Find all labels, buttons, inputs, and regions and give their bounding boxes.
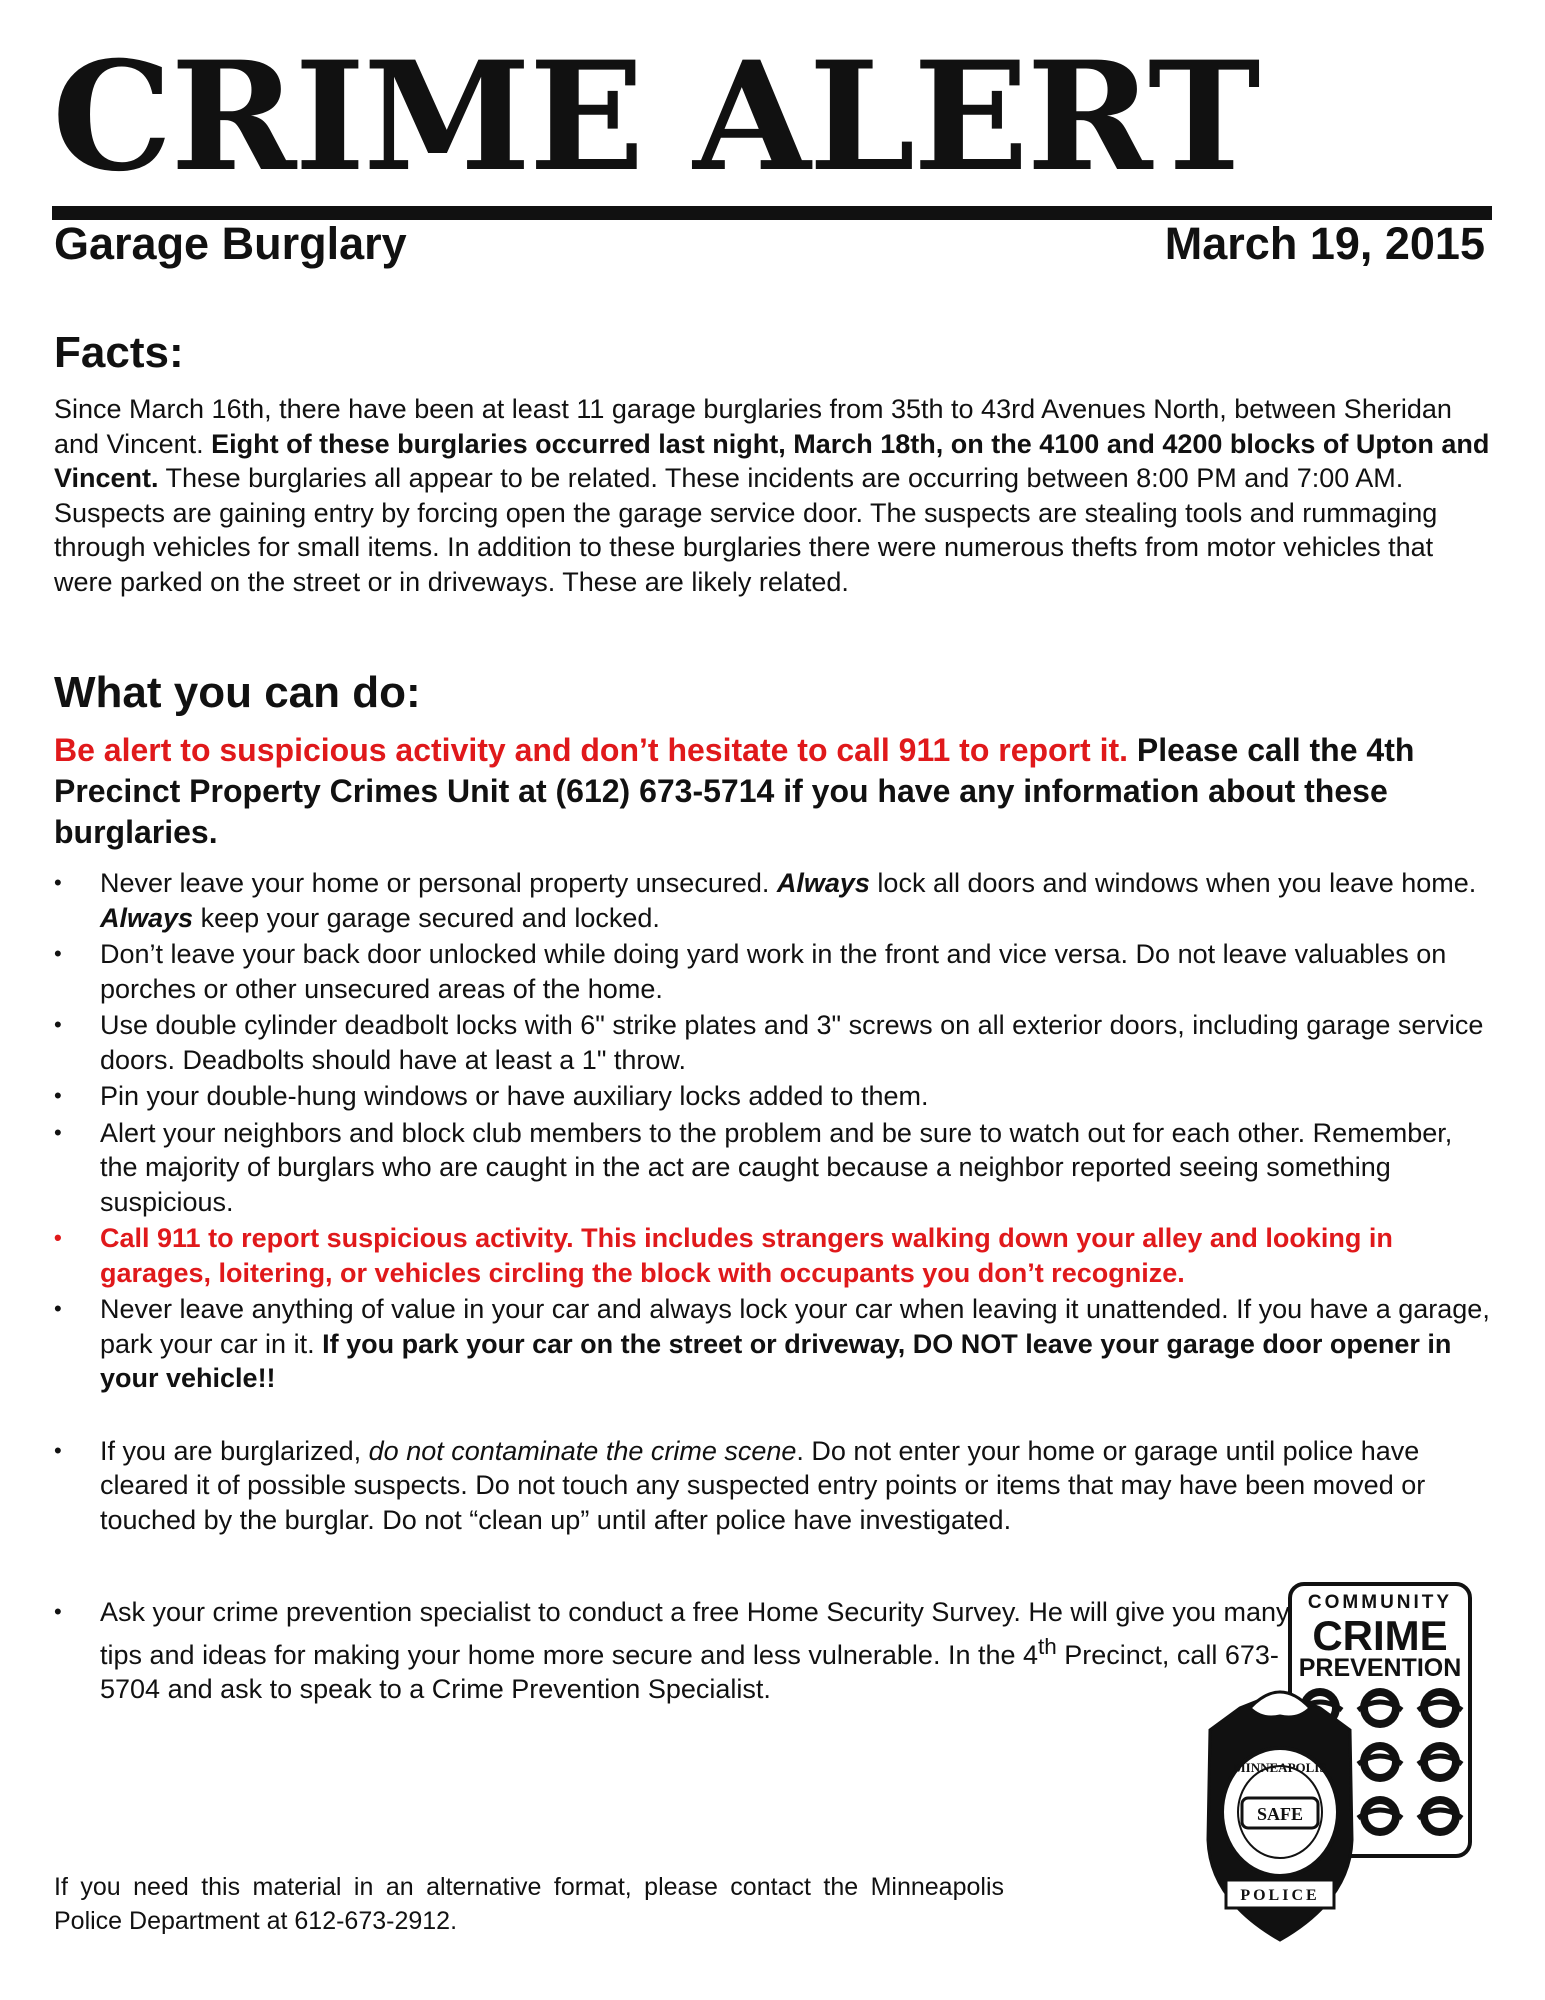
tip-text: Never leave your home or personal property unsecured. (100, 868, 777, 898)
facts-text-1: Since March 16th, there have been at least 11 garage burglaries from 35th to 43rd Avenues North, between Sheridan and Vincent. (54, 394, 1452, 459)
facts-text-bold: Eight of these burglaries occurred last night, March 18th, on the 4100 and 4200 blocks of Upton and Vincent. (54, 428, 1490, 493)
badge-text-bottom: POLICE (1240, 1887, 1320, 1904)
page-title: CRIME ALERT (52, 29, 1259, 205)
list-item: • Don’t leave your back door unlocked while doing yard work in the front and vice versa. Do not leave valuables on porches or other unsecured areas of the home. (54, 937, 1494, 1006)
tip-text: . Do not enter your home or garage until police have cleared it of possible suspects. Do not touch any suspected entry points or items that may have been moved or touched by the burglar. Do not “clean up” until after police have investigated. (100, 1435, 1426, 1535)
list-item (54, 1434, 1494, 1538)
badge-text-mid: SAFE (1256, 1804, 1304, 1824)
spacer (54, 1398, 1494, 1434)
list-item (54, 866, 1494, 935)
facts-heading: Facts: (54, 328, 184, 377)
list-item: • Pin your double-hung windows or have auxiliary locks added to them. (54, 1079, 1494, 1114)
tip-emphasis: If you park your car on the street or driveway, DO NOT leave your garage door opener in your vehicle!! (100, 1328, 1452, 1393)
call-to-action-red: Be alert to suspicious activity and don’t hesitate to call 911 to report it. (54, 732, 1129, 768)
accessibility-note: If you need this material in an alternative format, please contact the Minneapolis Police Department at 612-673-2912. (54, 1873, 1004, 1935)
community-crime-prevention-logo (1180, 1580, 1480, 1950)
tip-text: Precinct, call 673-5704 and ask to speak to a Crime Prevention Specialist. (100, 1639, 1279, 1704)
tip-emphasis: Always (100, 902, 194, 933)
tip-text: lock all doors and windows when you leave home. (869, 868, 1477, 898)
list-item (54, 1595, 1300, 1707)
list-item: • Use double cylinder deadbolt locks with 6" strike plates and 3" screws on all exterior doors, including garage service doors. Deadbolts should have at least a 1" throw. (54, 1008, 1494, 1077)
tip-emphasis: do not contaminate the crime scene (368, 1435, 797, 1466)
call-to-action (54, 730, 1494, 853)
tip-text: Never leave anything of value in your car and always lock your car when leaving it unattended. If you have a garage, park your car in it. (100, 1294, 1490, 1359)
facts-text-2: These burglaries all appear to be related. These incidents are occurring between 8:00 PM and 7:00 AM. Suspects are gaining entry by forcing open the garage service door. The suspects are stealing tools and rummaging through vehicles for small items. In addition to these burglaries there were numerous thefts from motor vehicles that were parked on the street or in driveways. These are likely related. (54, 463, 1438, 597)
list-item: • Call 911 to report suspicious activity. This includes strangers walking down your alley and looking in garages, loitering, or vehicles circling the block with occupants you don’t recognize. (54, 1221, 1494, 1290)
alert-subtitle: Garage Burglary (54, 218, 407, 269)
list-item: • Alert your neighbors and block club members to the problem and be sure to watch out for each other. Remember, the majority of burglars who are caught in the act are caught because a neighbor reported seeing something suspicious. (54, 1116, 1494, 1220)
tip-emphasis: Always (776, 868, 870, 898)
facts-paragraph (54, 392, 1494, 599)
logo-text-community: COMMUNITY (1307, 1592, 1453, 1613)
list-item (54, 1292, 1494, 1396)
call-to-action-black: Please call the 4th Precinct Property Crimes Unit at (612) 673-5714 if you have any information about these burglaries. (54, 732, 1415, 850)
logo-text-crime: CRIME (1312, 1612, 1448, 1659)
tip-superscript: th (1038, 1633, 1057, 1659)
tip-text: Ask your crime prevention specialist to conduct a free Home Security Survey. He will give you many tips and ideas for making your home more secure and less vulnerable. In the 4 (100, 1597, 1290, 1670)
tip-text: keep your garage secured and locked. (193, 902, 660, 933)
action-heading: What you can do: (54, 668, 421, 717)
badge-text-top: MINNEAPOLIS (1233, 1760, 1327, 1775)
logo-text-prevention: PREVENTION (1298, 1654, 1462, 1682)
tip-text: If you are burglarized, (100, 1435, 369, 1466)
police-badge-icon (1208, 1692, 1352, 1940)
alert-date: March 19, 2015 (1164, 218, 1485, 269)
